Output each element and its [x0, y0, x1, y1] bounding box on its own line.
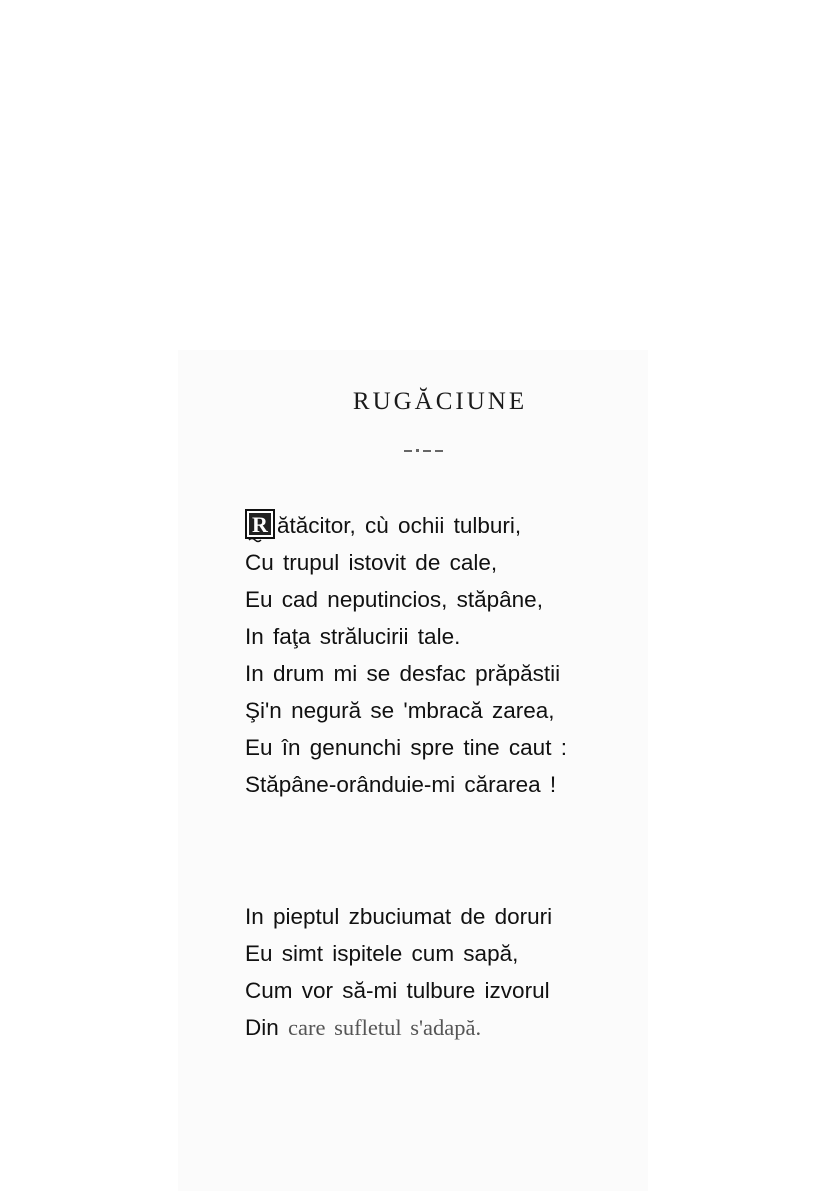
stanza-2 [245, 898, 552, 1046]
verse-line-9: In pieptul zbuciumat de doruri [245, 904, 553, 929]
verse-line-4: In faţa strălucirii tale. [245, 624, 461, 649]
verse-line-3: Eu cad neputincios, stăpâne, [245, 587, 543, 612]
verse-line-1 [245, 507, 567, 544]
title-ornament-icon [404, 448, 444, 454]
drop-cap-ornament-icon [245, 509, 275, 543]
drop-cap-letter: R [252, 512, 268, 537]
verse-line-10: Eu simt ispitele cum sapă, [245, 941, 519, 966]
verse-line-12 [245, 1009, 552, 1046]
verse-line-2: Cu trupul istovit de cale, [245, 550, 498, 575]
poem-title: RUGĂCIUNE [352, 388, 528, 415]
stanza-1 [245, 507, 567, 803]
verse-line-11: Cum vor să-mi tulbure izvorul [245, 978, 550, 1003]
verse-line-6: Şi'n negură se 'mbracă zarea, [245, 698, 555, 723]
verse-line-8: Stăpâne-orânduie-mi cărarea ! [245, 772, 557, 797]
drop-cap [245, 509, 275, 539]
verse-line-1-text: ătăcitor, cù ochii tulburi, [277, 513, 522, 538]
verse-line-7: Eu în genunchi spre tine caut : [245, 735, 567, 760]
verse-line-5: In drum mi se desfac prăpăstii [245, 661, 561, 686]
verse-line-12-start: Din [245, 1015, 279, 1040]
verse-line-12-faded: care sufletul s'adapă. [288, 1015, 482, 1040]
